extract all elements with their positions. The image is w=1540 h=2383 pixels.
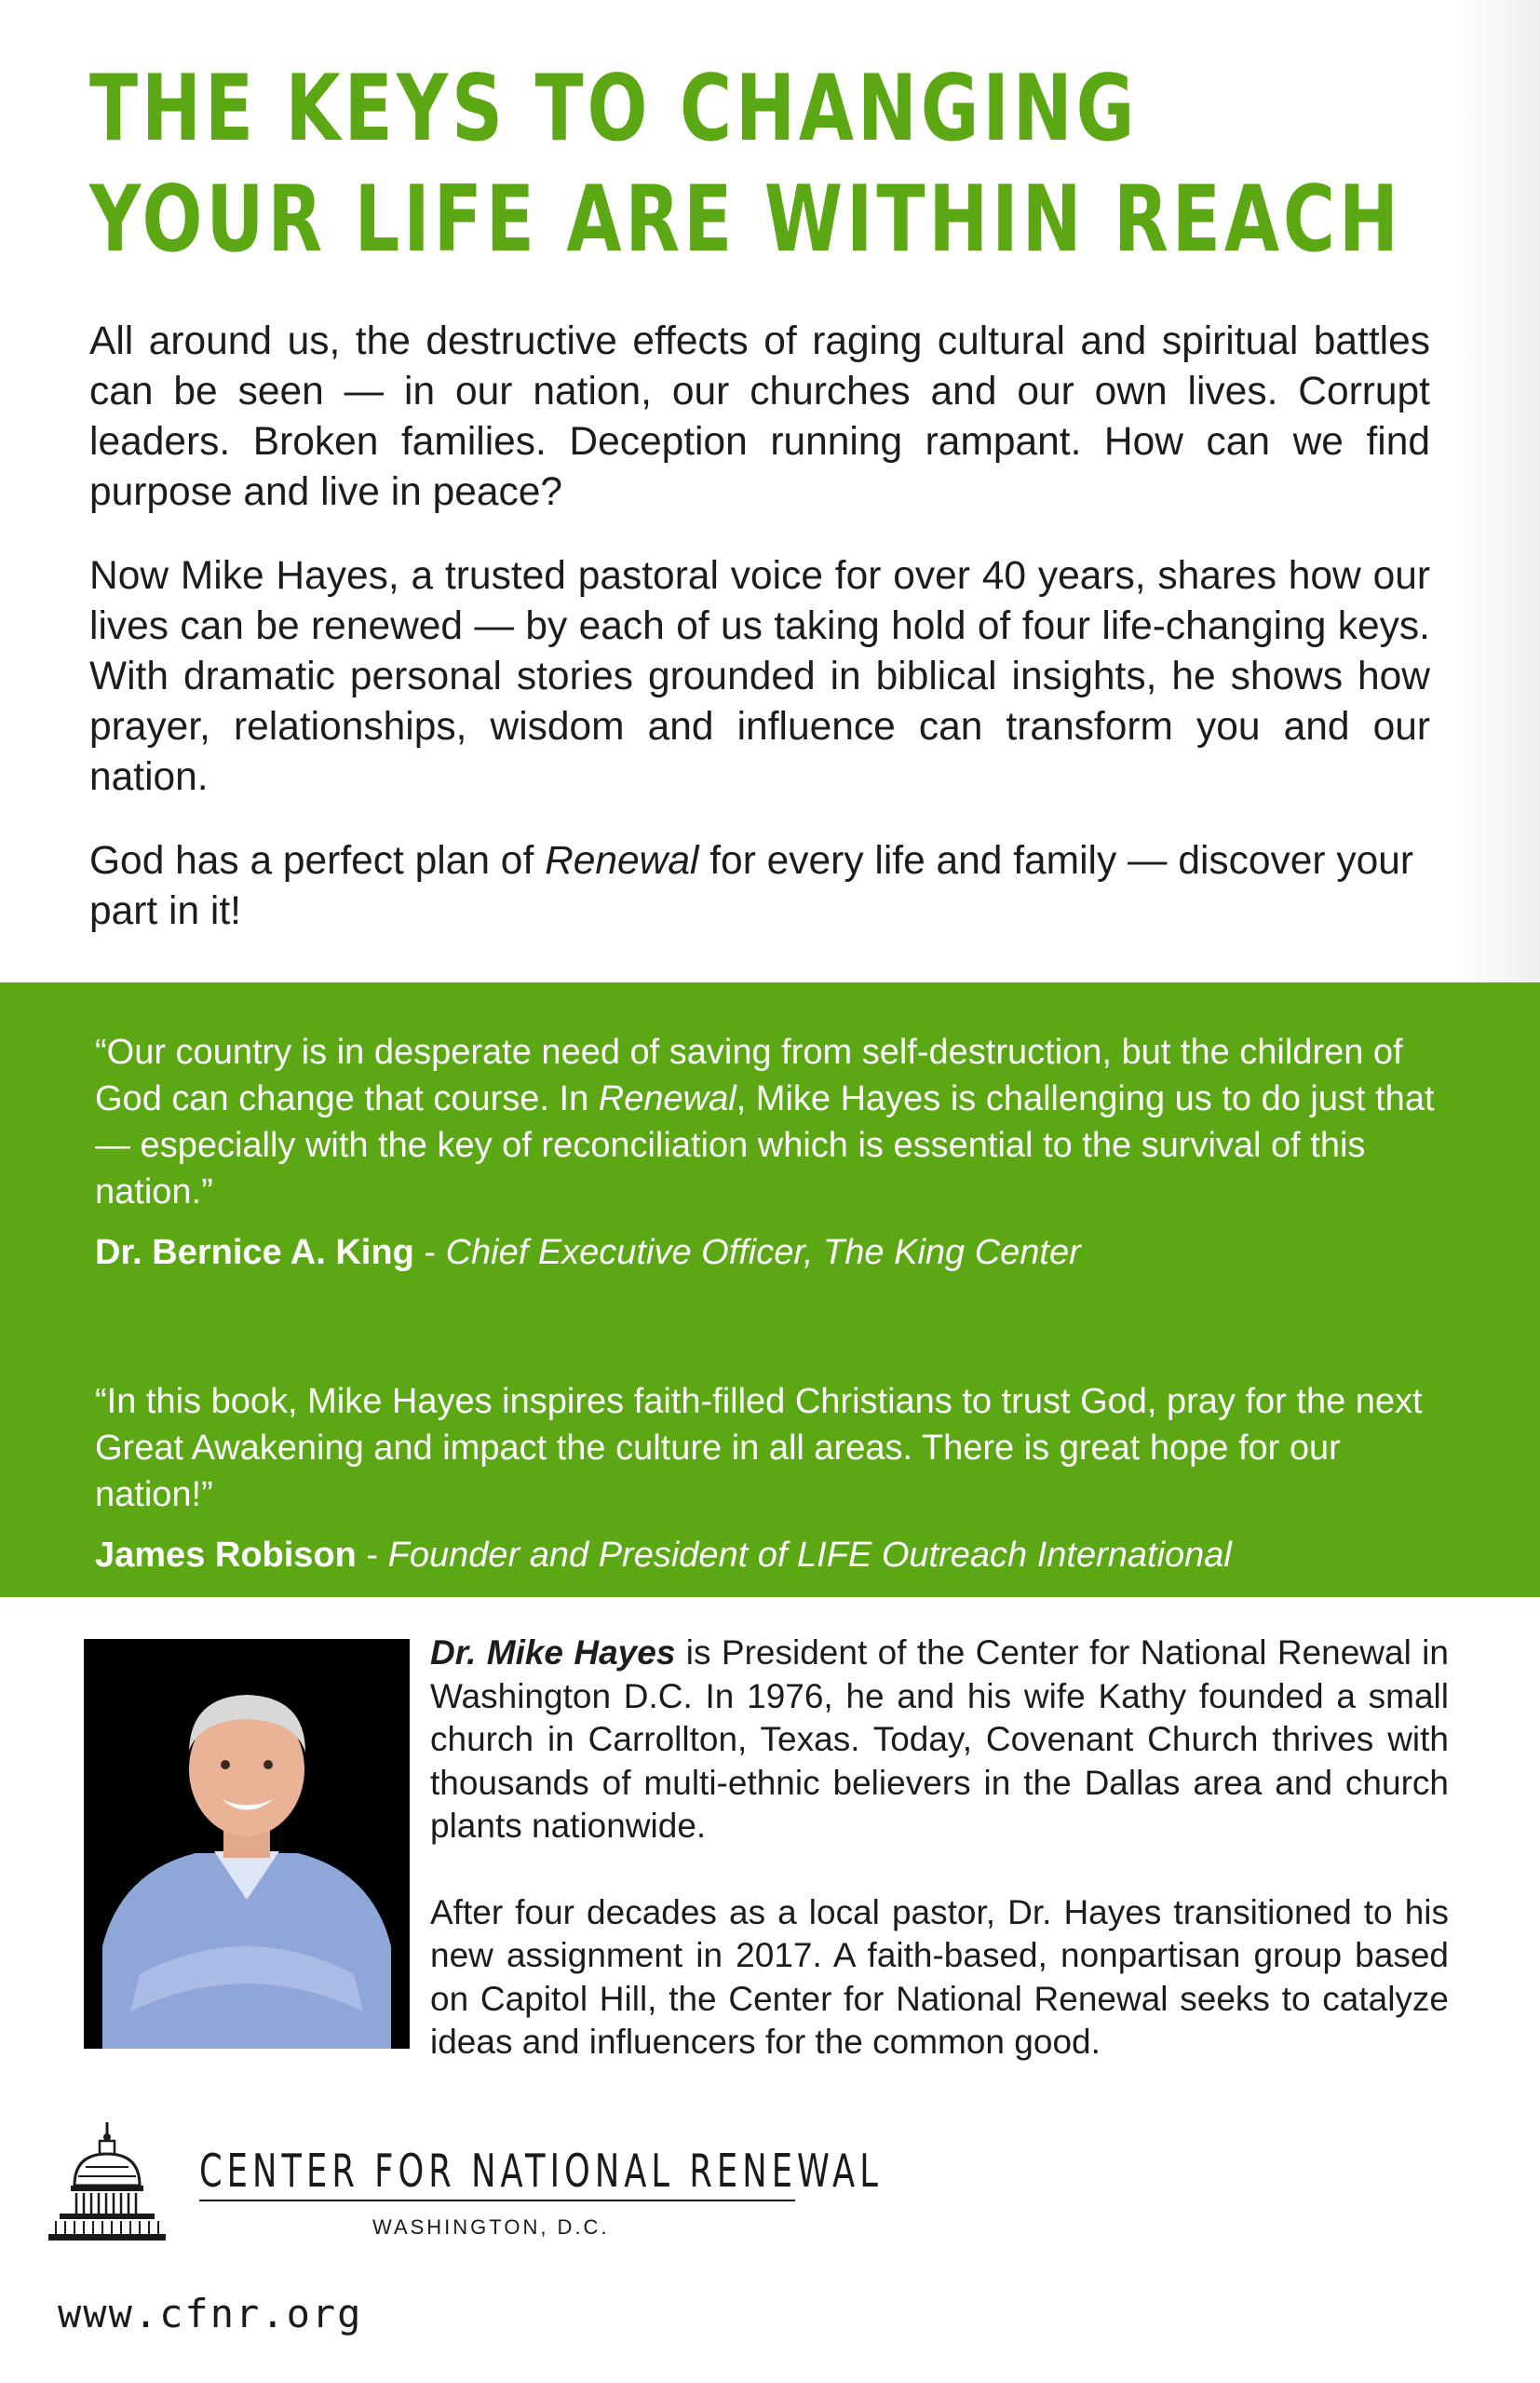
headline [89,54,1402,276]
headline-line-1: THE KEYS TO CHANGING [89,56,1139,162]
endorsements-band [0,982,1540,1597]
headline-line-2: YOUR LIFE ARE WITHIN REACH [89,167,1402,273]
organization-name: CENTER FOR NATIONAL RENEWAL [199,2145,883,2198]
author-name [430,1633,675,1672]
intro-paragraph-2: Now Mike Hayes, a trusted pastoral voice for over 40 years, shares how our lives can be renewed — by each of us taking hold of four life-changing keys. With dramatic personal stories grounded in biblical insights, he shows how prayer, relationships, wisdom and influence can transform you and our nation. [89,554,1430,799]
intro-p3-start: God has a perfect plan of [89,839,546,883]
endorsement-1 [95,1029,1454,1275]
book-title-renewal: Renewal [545,839,699,883]
endorsement-1-name: Dr. Bernice A. King [95,1233,414,1272]
intro-paragraph-1: All around us, the destructive effects of raging cultural and spiritual battles can be seen — in our nation, our churches and our own lives. Corrupt leaders. Broken families. Deception running rampant. How can we find purpose and live in peace? [89,319,1430,514]
endorsement-2-attribution [95,1533,1454,1577]
capitol-dome-icon [47,2119,168,2249]
endorsement-1-attribution [95,1230,1454,1275]
organization-logo [47,2119,883,2249]
endorsement-1-title: Chief Executive Officer, The King Center [445,1233,1081,1272]
endorsement-1-quote-end: , Mike Hayes is challenging us to do just that — especially with the key of reconciliation which is essential to the survival of this nation.” [95,1079,1435,1212]
endorsement-1-book-title: Renewal [598,1079,736,1118]
endorsement-1-separator: - [413,1233,446,1272]
website-url[interactable]: www.cfnr.org [58,2291,363,2336]
author-name-text: Dr. Mike Hayes [430,1633,676,1672]
organization-divider [199,2200,795,2201]
author-bio [430,1632,1449,2065]
author-bio-1-text: is President of the Center for National Renewal in Washington D.C. In 1976, he and his wife Kathy founded a small church in Carrollton, Texas. Today, Covenant Church thrives with thousands of multi-ethnic believers in the Dallas area and church plants nationwide. [430,1633,1449,1845]
author-portrait-illustration [84,1639,410,2049]
endorsement-2-name: James Robison [95,1536,357,1575]
endorsement-1-quote [95,1029,1454,1215]
intro-p3-end: for every life and family — discover your part in it! [89,839,1414,933]
page-edge-shadow [1456,0,1540,992]
author-bio-paragraph-1 [430,1632,1449,1848]
author-bio-paragraph-2: After four decades as a local pastor, Dr. Hayes transitioned to his new assignment in 2017. A faith-based, nonpartisan group based on Capitol Hill, the Center for National Renewal seeks to catalyze ideas and influencers for the common good. [430,1892,1449,2061]
organization-location: WASHINGTON, D.C. [372,2215,610,2239]
intro-paragraph-3 [89,836,1430,937]
endorsement-2-title: Founder and President of LIFE Outreach International [387,1536,1232,1575]
intro-copy [89,317,1430,970]
endorsement-2 [95,1378,1454,1577]
author-portrait [84,1639,410,2049]
endorsement-1-quote-start: “Our country is in desperate need of saving from self-destruction, but the children of God can change that course. In [95,1033,1403,1118]
endorsement-2-separator: - [356,1536,388,1575]
endorsement-2-quote: “In this book, Mike Hayes inspires faith-filled Christians to trust God, pray for the next Great Awakening and impact the culture in all areas. There is great hope for our nation!” [95,1382,1423,1514]
